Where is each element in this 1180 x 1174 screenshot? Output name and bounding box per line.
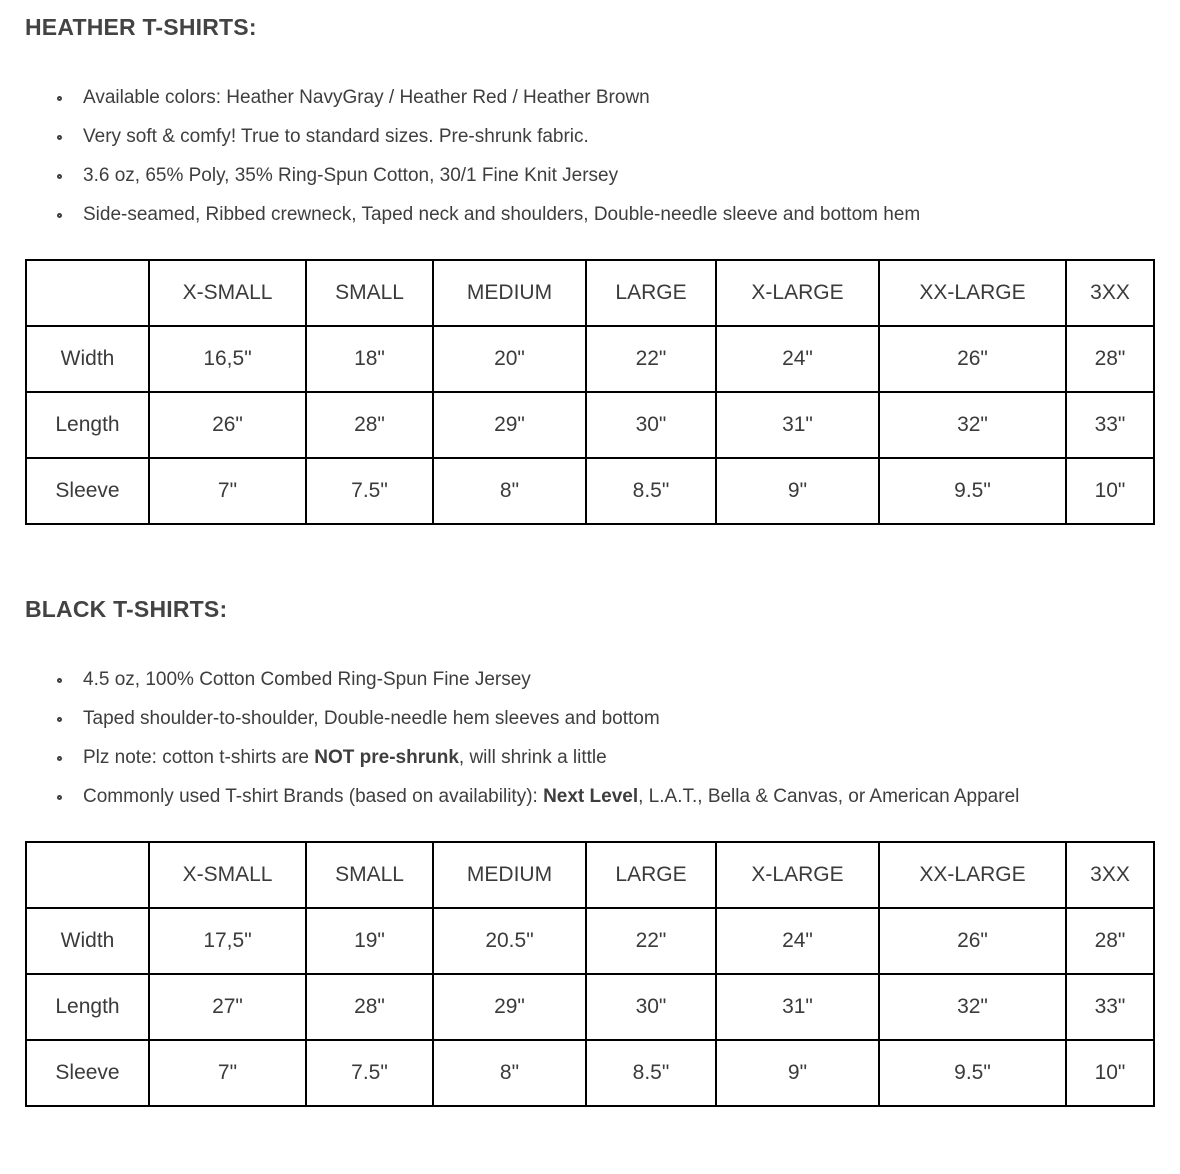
size-table-row: [26, 908, 1154, 974]
section-heading-heather: HEATHER T-SHIRTS:: [25, 14, 257, 40]
size-table-black: [25, 841, 1155, 1107]
size-value-cell: 31": [716, 392, 879, 458]
size-column-header: 3XX: [1066, 842, 1154, 908]
size-value-cell: 29": [433, 974, 586, 1040]
bullet-item: [25, 780, 1155, 813]
row-label-cell: Length: [26, 974, 149, 1040]
hollow-circle-bullet-icon: [57, 717, 62, 722]
size-value-cell: 31": [716, 974, 879, 1040]
size-table-row: [26, 458, 1154, 524]
size-value-cell: 20": [433, 326, 586, 392]
size-value-cell: 8.5": [586, 458, 716, 524]
row-label-cell: Length: [26, 392, 149, 458]
text-segment: , L.A.T., Bella & Canvas, or American Apparel: [638, 786, 1020, 807]
size-value-cell: 32": [879, 974, 1066, 1040]
size-table-row: [26, 1040, 1154, 1106]
size-value-cell: 28": [1066, 908, 1154, 974]
text-segment: Side-seamed, Ribbed crewneck, Taped neck and shoulders, Double-needle sleeve and bottom hem: [83, 204, 921, 225]
text-segment: Very soft & comfy! True to standard sizes. Pre-shrunk fabric.: [83, 126, 589, 147]
size-value-cell: 7.5": [306, 458, 433, 524]
row-label-cell: Sleeve: [26, 1040, 149, 1106]
size-column-header: 3XX: [1066, 260, 1154, 326]
text-segment: 3.6 oz, 65% Poly, 35% Ring-Spun Cotton, 30/1 Fine Knit Jersey: [83, 165, 619, 186]
size-value-cell: 9.5": [879, 458, 1066, 524]
size-column-header: LARGE: [586, 260, 716, 326]
size-table-header-row: [26, 260, 1154, 326]
size-value-cell: 30": [586, 392, 716, 458]
size-column-header: X-LARGE: [716, 842, 879, 908]
size-table-row: [26, 326, 1154, 392]
size-column-header: MEDIUM: [433, 842, 586, 908]
bold-text-segment: Next Level: [543, 786, 639, 807]
bullet-list: [25, 81, 1155, 231]
size-value-cell: 28": [306, 392, 433, 458]
size-table-row: [26, 392, 1154, 458]
text-segment: Commonly used T-shirt Brands (based on availability):: [83, 786, 544, 807]
size-value-cell: 18": [306, 326, 433, 392]
text-segment: Taped shoulder-to-shoulder, Double-needle hem sleeves and bottom: [83, 708, 660, 729]
size-value-cell: 16,5": [149, 326, 306, 392]
size-value-cell: 9": [716, 458, 879, 524]
size-value-cell: 30": [586, 974, 716, 1040]
size-column-header: XX-LARGE: [879, 260, 1066, 326]
size-column-header: X-SMALL: [149, 260, 306, 326]
size-column-header: X-LARGE: [716, 260, 879, 326]
size-value-cell: 7": [149, 1040, 306, 1106]
row-label-cell: Width: [26, 326, 149, 392]
size-value-cell: 19": [306, 908, 433, 974]
bullet-item: [25, 741, 1155, 774]
size-value-cell: 24": [716, 908, 879, 974]
text-segment: Plz note: cotton t-shirts are: [83, 747, 315, 768]
hollow-circle-bullet-icon: [57, 756, 62, 761]
bold-text-segment: NOT pre-shrunk: [314, 747, 459, 768]
size-value-cell: 26": [879, 908, 1066, 974]
size-value-cell: 24": [716, 326, 879, 392]
size-value-cell: 8": [433, 458, 586, 524]
size-value-cell: 22": [586, 326, 716, 392]
size-value-cell: 8": [433, 1040, 586, 1106]
size-value-cell: 9": [716, 1040, 879, 1106]
hollow-circle-bullet-icon: [57, 135, 62, 140]
section-black-tshirts: [25, 596, 1155, 1107]
size-value-cell: 10": [1066, 1040, 1154, 1106]
size-table-header-row: [26, 842, 1154, 908]
bullet-item: [25, 81, 1155, 114]
text-segment: , will shrink a little: [458, 747, 607, 768]
size-value-cell: 10": [1066, 458, 1154, 524]
size-column-header: SMALL: [306, 842, 433, 908]
row-label-cell: Width: [26, 908, 149, 974]
size-value-cell: 28": [306, 974, 433, 1040]
hollow-circle-bullet-icon: [57, 174, 62, 179]
size-value-cell: 7.5": [306, 1040, 433, 1106]
size-table-corner-cell: [26, 260, 149, 326]
size-column-header: X-SMALL: [149, 842, 306, 908]
size-value-cell: 8.5": [586, 1040, 716, 1106]
bullet-item: [25, 198, 1155, 231]
bullet-item: [25, 702, 1155, 735]
size-value-cell: 26": [879, 326, 1066, 392]
size-value-cell: 9.5": [879, 1040, 1066, 1106]
hollow-circle-bullet-icon: [57, 795, 62, 800]
size-value-cell: 33": [1066, 392, 1154, 458]
size-table-corner-cell: [26, 842, 149, 908]
size-value-cell: 29": [433, 392, 586, 458]
hollow-circle-bullet-icon: [57, 213, 62, 218]
size-value-cell: 17,5": [149, 908, 306, 974]
size-column-header: MEDIUM: [433, 260, 586, 326]
hollow-circle-bullet-icon: [57, 96, 62, 101]
size-value-cell: 20.5": [433, 908, 586, 974]
size-table-row: [26, 974, 1154, 1040]
size-value-cell: 28": [1066, 326, 1154, 392]
size-table-heather: [25, 259, 1155, 525]
size-column-header: LARGE: [586, 842, 716, 908]
size-value-cell: 7": [149, 458, 306, 524]
bullet-item: [25, 120, 1155, 153]
bullet-list: [25, 663, 1155, 813]
text-segment: Available colors: Heather NavyGray / Heather Red / Heather Brown: [83, 87, 650, 108]
bullet-item: [25, 159, 1155, 192]
section-heather-tshirts: [25, 14, 1155, 525]
size-column-header: SMALL: [306, 260, 433, 326]
section-heading-black: BLACK T-SHIRTS:: [25, 596, 228, 622]
size-value-cell: 22": [586, 908, 716, 974]
text-segment: 4.5 oz, 100% Cotton Combed Ring-Spun Fine Jersey: [83, 669, 531, 690]
bullet-item: [25, 663, 1155, 696]
size-column-header: XX-LARGE: [879, 842, 1066, 908]
hollow-circle-bullet-icon: [57, 678, 62, 683]
size-value-cell: 32": [879, 392, 1066, 458]
size-value-cell: 27": [149, 974, 306, 1040]
size-value-cell: 26": [149, 392, 306, 458]
size-value-cell: 33": [1066, 974, 1154, 1040]
row-label-cell: Sleeve: [26, 458, 149, 524]
